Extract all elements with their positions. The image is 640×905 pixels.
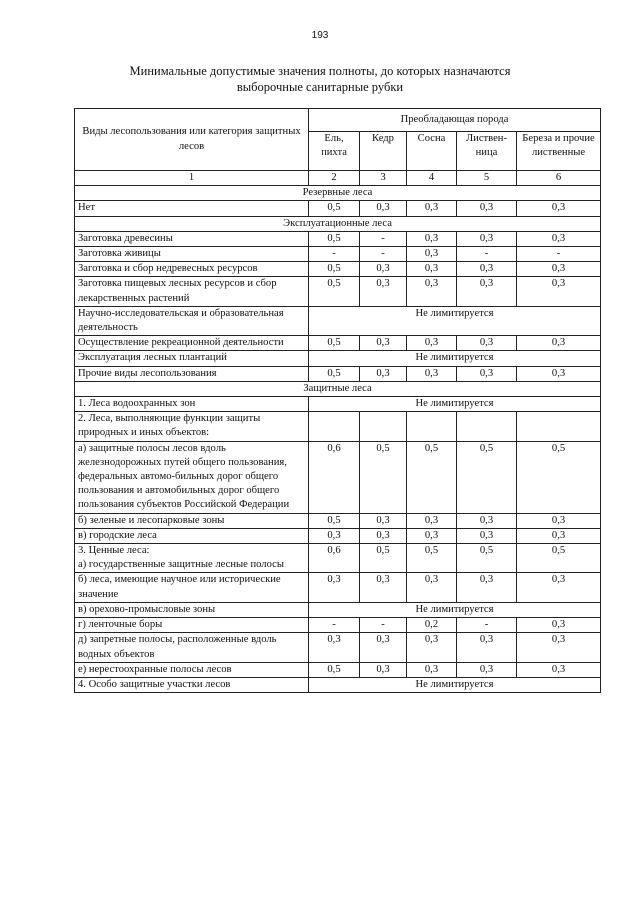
value-cell: 0,3 <box>457 201 517 216</box>
value-cell <box>360 412 407 441</box>
value-cell: 0,3 <box>407 633 457 662</box>
value-cell: 0,3 <box>360 201 407 216</box>
row-label: Осуществление рекреационной деятельности <box>75 336 309 351</box>
value-cell: 0,3 <box>407 201 457 216</box>
section-row <box>75 381 601 396</box>
table-row <box>75 336 601 351</box>
value-cell: 0,3 <box>457 262 517 277</box>
value-cell <box>309 412 360 441</box>
table-row <box>75 602 601 617</box>
value-cell: - <box>517 247 601 262</box>
value-cell: 0,3 <box>360 573 407 602</box>
value-cell: 0,3 <box>360 513 407 528</box>
value-cell: 0,3 <box>517 618 601 633</box>
value-cell: - <box>309 247 360 262</box>
row-label: Заготовка живицы <box>75 247 309 262</box>
row-note: Не лимитируется <box>309 351 601 366</box>
value-cell: 0,3 <box>517 366 601 381</box>
row-label: Прочие виды лесопользования <box>75 366 309 381</box>
value-cell: 0,3 <box>360 366 407 381</box>
value-cell: 0,3 <box>407 231 457 246</box>
value-cell: 0,3 <box>457 662 517 677</box>
table-row <box>75 412 601 441</box>
value-cell: 0,5 <box>309 277 360 306</box>
table-row <box>75 397 601 412</box>
value-cell: 0,3 <box>407 262 457 277</box>
value-cell: 0,3 <box>407 247 457 262</box>
header-number-row <box>75 171 601 186</box>
row-label: в) орехово-промысловые зоны <box>75 602 309 617</box>
table-row <box>75 618 601 633</box>
value-cell: 0,5 <box>309 262 360 277</box>
table-row <box>75 201 601 216</box>
header-number-1: 1 <box>75 171 309 186</box>
page-number: 193 <box>311 30 329 41</box>
value-cell: - <box>457 247 517 262</box>
value-cell: 0,6 <box>309 441 360 513</box>
value-cell: 0,3 <box>407 513 457 528</box>
row-label: в) городские леса <box>75 528 309 543</box>
value-cell: 0,3 <box>517 633 601 662</box>
table-row <box>75 528 601 543</box>
table-row <box>75 677 601 692</box>
value-cell: 0,3 <box>407 366 457 381</box>
value-cell: 0,5 <box>457 544 517 573</box>
header-species-group: Преобладающая порода <box>309 109 601 132</box>
row-label: 3. Ценные леса: а) государственные защитные лесные полосы <box>75 544 309 573</box>
value-cell <box>457 412 517 441</box>
value-cell: 0,3 <box>360 633 407 662</box>
value-cell: 0,5 <box>407 544 457 573</box>
value-cell: - <box>360 247 407 262</box>
value-cell: 0,5 <box>360 544 407 573</box>
row-note: Не лимитируется <box>309 306 601 335</box>
value-cell: 0,3 <box>360 262 407 277</box>
value-cell: 0,5 <box>309 662 360 677</box>
table-row <box>75 262 601 277</box>
section-label: Резервные леса <box>75 186 601 201</box>
value-cell: 0,3 <box>360 528 407 543</box>
value-cell: 0,3 <box>457 231 517 246</box>
value-cell: 0,6 <box>309 544 360 573</box>
value-cell: 0,3 <box>407 573 457 602</box>
row-label: Заготовка пищевых лесных ресурсов и сбор лекарственных растений <box>75 277 309 306</box>
value-cell: 0,3 <box>457 528 517 543</box>
table-row <box>75 662 601 677</box>
table-row <box>75 441 601 513</box>
value-cell: 0,3 <box>517 336 601 351</box>
value-cell: 0,3 <box>457 513 517 528</box>
table-row <box>75 633 601 662</box>
value-cell: 0,5 <box>309 366 360 381</box>
value-cell: 0,3 <box>360 277 407 306</box>
value-cell: 0,3 <box>309 528 360 543</box>
value-cell: 0,5 <box>517 441 601 513</box>
document-title <box>60 63 580 95</box>
row-label: г) ленточные боры <box>75 618 309 633</box>
value-cell: 0,5 <box>309 513 360 528</box>
table-row <box>75 351 601 366</box>
value-cell: 0,3 <box>517 201 601 216</box>
value-cell: 0,3 <box>309 633 360 662</box>
table-row <box>75 366 601 381</box>
value-cell: 0,3 <box>517 231 601 246</box>
value-cell <box>517 412 601 441</box>
table-row <box>75 247 601 262</box>
value-cell: - <box>309 618 360 633</box>
header-species-5: Листвен-ница <box>457 132 517 171</box>
value-cell: 0,3 <box>457 573 517 602</box>
value-cell: 0,3 <box>457 277 517 306</box>
header-number-6: 6 <box>517 171 601 186</box>
value-cell: 0,3 <box>407 528 457 543</box>
value-cell: 0,3 <box>457 336 517 351</box>
header-species-2: Ель, пихта <box>309 132 360 171</box>
value-cell: 0,3 <box>517 277 601 306</box>
section-row <box>75 186 601 201</box>
table-row <box>75 277 601 306</box>
title-line-1: Минимальные допустимые значения полноты, до которых назначаются <box>129 64 511 78</box>
row-note: Не лимитируется <box>309 602 601 617</box>
section-label: Защитные леса <box>75 381 601 396</box>
row-label: 2. Леса, выполняющие функции защиты природных и иных объектов: <box>75 412 309 441</box>
row-label: Заготовка древесины <box>75 231 309 246</box>
value-cell: 0,3 <box>517 662 601 677</box>
header-number-3: 3 <box>360 171 407 186</box>
row-label: Заготовка и сбор недревесных ресурсов <box>75 262 309 277</box>
header-number-4: 4 <box>407 171 457 186</box>
row-label: 1. Леса водоохранных зон <box>75 397 309 412</box>
value-cell: 0,3 <box>517 513 601 528</box>
row-label: Эксплуатация лесных плантаций <box>75 351 309 366</box>
row-label: а) защитные полосы лесов вдоль железнодорожных путей общего пользования, федеральных автомо-бильных дорог общего пользования и автомобильных дорог общего пользования субъектов Российской Федерации <box>75 441 309 513</box>
table-row <box>75 573 601 602</box>
value-cell: 0,3 <box>517 573 601 602</box>
header-species-4: Сосна <box>407 132 457 171</box>
row-note: Не лимитируется <box>309 677 601 692</box>
value-cell: 0,5 <box>457 441 517 513</box>
value-cell: 0,5 <box>309 336 360 351</box>
value-cell: 0,3 <box>517 528 601 543</box>
value-cell: 0,3 <box>517 262 601 277</box>
value-cell: 0,3 <box>407 336 457 351</box>
value-cell: 0,3 <box>457 633 517 662</box>
value-cell: 0,3 <box>360 336 407 351</box>
value-cell: 0,3 <box>457 366 517 381</box>
row-label: Научно-исследовательская и образовательная деятельность <box>75 306 309 335</box>
row-label: б) зеленые и лесопарковые зоны <box>75 513 309 528</box>
table-row <box>75 544 601 573</box>
header-row-1 <box>75 109 601 132</box>
value-cell: 0,5 <box>517 544 601 573</box>
polnota-table <box>74 108 601 693</box>
header-species-6: Береза и прочие лиственные <box>517 132 601 171</box>
table-body <box>75 186 601 693</box>
header-number-2: 2 <box>309 171 360 186</box>
value-cell: 0,2 <box>407 618 457 633</box>
table-row <box>75 306 601 335</box>
row-label: б) леса, имеющие научное или исторические значение <box>75 573 309 602</box>
header-species-3: Кедр <box>360 132 407 171</box>
header-number-5: 5 <box>457 171 517 186</box>
value-cell: 0,3 <box>407 277 457 306</box>
value-cell: 0,5 <box>309 231 360 246</box>
value-cell: - <box>360 231 407 246</box>
header-category: Виды лесопользования или категория защитных лесов <box>75 109 309 171</box>
value-cell: 0,5 <box>309 201 360 216</box>
value-cell <box>407 412 457 441</box>
value-cell: - <box>457 618 517 633</box>
title-line-2: выборочные санитарные рубки <box>236 80 404 94</box>
row-note: Не лимитируется <box>309 397 601 412</box>
value-cell: - <box>360 618 407 633</box>
table-row <box>75 231 601 246</box>
table-row <box>75 513 601 528</box>
value-cell: 0,5 <box>407 441 457 513</box>
row-label: е) нерестоохранные полосы лесов <box>75 662 309 677</box>
value-cell: 0,5 <box>360 441 407 513</box>
value-cell: 0,3 <box>407 662 457 677</box>
value-cell: 0,3 <box>360 662 407 677</box>
row-label: д) запретные полосы, расположенные вдоль водных объектов <box>75 633 309 662</box>
row-label: 4. Особо защитные участки лесов <box>75 677 309 692</box>
value-cell: 0,3 <box>309 573 360 602</box>
row-label: Нет <box>75 201 309 216</box>
section-row <box>75 216 601 231</box>
section-label: Эксплуатационные леса <box>75 216 601 231</box>
